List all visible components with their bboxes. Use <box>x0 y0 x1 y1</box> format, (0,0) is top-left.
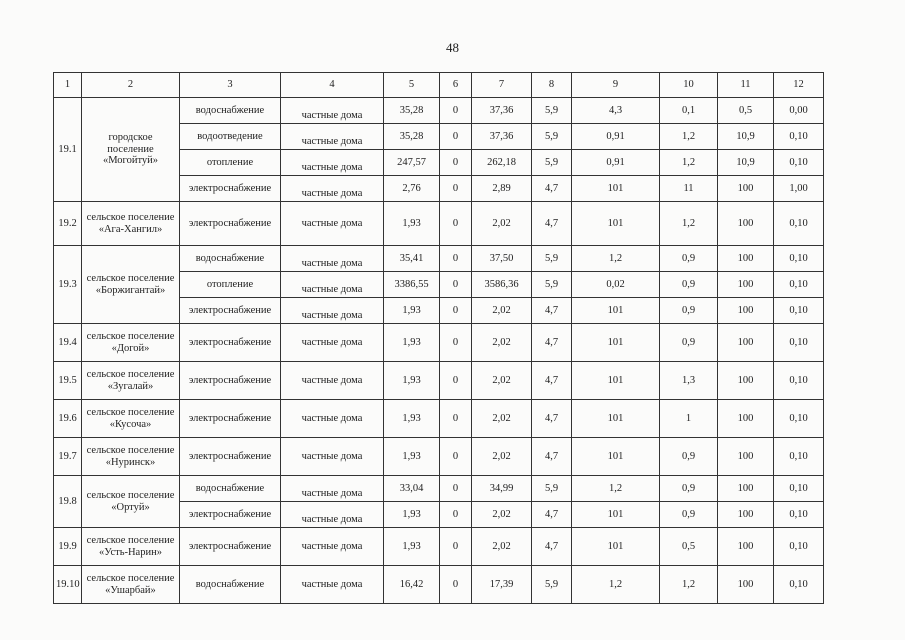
cell-c8: 4,7 <box>532 528 572 566</box>
cell-c12: 0,10 <box>774 202 824 246</box>
cell-service: электроснабжение <box>180 202 281 246</box>
cell-c10: 0,9 <box>660 502 718 528</box>
cell-c11: 100 <box>718 324 774 362</box>
cell-consumer: частные дома <box>281 324 384 362</box>
cell-consumer: частные дома <box>281 362 384 400</box>
cell-c5: 1,93 <box>384 502 440 528</box>
cell-c7: 2,89 <box>472 176 532 202</box>
cell-c9: 101 <box>572 502 660 528</box>
cell-c11: 100 <box>718 400 774 438</box>
settlement-name: сельское поселение «Ага-Хангил» <box>82 202 180 246</box>
cell-c8: 5,9 <box>532 272 572 298</box>
settlement-name: сельское поселение «Ушарбай» <box>82 566 180 604</box>
cell-c6: 0 <box>440 438 472 476</box>
cell-service: электроснабжение <box>180 298 281 324</box>
cell-consumer: частные дома <box>281 202 384 246</box>
row-number: 19.3 <box>54 246 82 324</box>
settlement-name: сельское поселение «Зугалай» <box>82 362 180 400</box>
cell-c12: 0,10 <box>774 400 824 438</box>
cell-c9: 101 <box>572 298 660 324</box>
header-row <box>54 73 824 98</box>
table-row <box>54 246 824 272</box>
cell-c10: 0,9 <box>660 324 718 362</box>
cell-c12: 0,10 <box>774 124 824 150</box>
cell-c11: 0,5 <box>718 98 774 124</box>
cell-service: электроснабжение <box>180 176 281 202</box>
cell-c7: 3586,36 <box>472 272 532 298</box>
cell-c9: 101 <box>572 438 660 476</box>
cell-c12: 0,10 <box>774 246 824 272</box>
cell-consumer: частные дома <box>281 150 384 176</box>
settlement-name: сельское поселение «Кусоча» <box>82 400 180 438</box>
cell-c7: 262,18 <box>472 150 532 176</box>
cell-service: водоотведение <box>180 124 281 150</box>
cell-c10: 1,2 <box>660 202 718 246</box>
column-header: 5 <box>384 73 440 98</box>
cell-c12: 0,10 <box>774 438 824 476</box>
cell-c12: 0,10 <box>774 298 824 324</box>
cell-c6: 0 <box>440 246 472 272</box>
table-row <box>54 400 824 438</box>
cell-c11: 100 <box>718 476 774 502</box>
settlement-name: сельское поселение «Боржигантай» <box>82 246 180 324</box>
cell-c12: 0,10 <box>774 272 824 298</box>
cell-consumer: частные дома <box>281 298 384 324</box>
cell-c10: 0,5 <box>660 528 718 566</box>
cell-c6: 0 <box>440 150 472 176</box>
cell-c12: 0,10 <box>774 476 824 502</box>
cell-c7: 2,02 <box>472 362 532 400</box>
table-row <box>54 362 824 400</box>
cell-c7: 2,02 <box>472 400 532 438</box>
cell-c7: 34,99 <box>472 476 532 502</box>
settlement-name: городское поселение «Могойтуй» <box>82 98 180 202</box>
row-number: 19.9 <box>54 528 82 566</box>
cell-c10: 1,2 <box>660 566 718 604</box>
cell-c5: 35,28 <box>384 98 440 124</box>
row-number: 19.6 <box>54 400 82 438</box>
cell-c6: 0 <box>440 124 472 150</box>
row-number: 19.8 <box>54 476 82 528</box>
cell-c12: 0,10 <box>774 362 824 400</box>
cell-consumer: частные дома <box>281 438 384 476</box>
cell-c10: 1,3 <box>660 362 718 400</box>
cell-c7: 37,50 <box>472 246 532 272</box>
cell-consumer: частные дома <box>281 528 384 566</box>
cell-c7: 37,36 <box>472 124 532 150</box>
cell-c9: 101 <box>572 400 660 438</box>
cell-c12: 0,10 <box>774 150 824 176</box>
table-row <box>54 476 824 502</box>
page-number: 48 <box>446 40 459 55</box>
cell-c12: 0,10 <box>774 502 824 528</box>
cell-c11: 100 <box>718 202 774 246</box>
table-row <box>54 98 824 124</box>
cell-c11: 100 <box>718 362 774 400</box>
cell-consumer: частные дома <box>281 566 384 604</box>
cell-c6: 0 <box>440 502 472 528</box>
cell-c6: 0 <box>440 362 472 400</box>
settlement-name: сельское поселение «Усть-Нарин» <box>82 528 180 566</box>
cell-c8: 4,7 <box>532 176 572 202</box>
cell-c10: 1 <box>660 400 718 438</box>
cell-service: электроснабжение <box>180 528 281 566</box>
cell-c12: 1,00 <box>774 176 824 202</box>
cell-c9: 0,02 <box>572 272 660 298</box>
settlement-name: сельское поселение «Догой» <box>82 324 180 362</box>
cell-c8: 5,9 <box>532 124 572 150</box>
cell-c11: 100 <box>718 502 774 528</box>
cell-c6: 0 <box>440 176 472 202</box>
cell-c9: 101 <box>572 324 660 362</box>
cell-c9: 4,3 <box>572 98 660 124</box>
cell-c9: 1,2 <box>572 566 660 604</box>
cell-c10: 1,2 <box>660 124 718 150</box>
cell-c9: 1,2 <box>572 246 660 272</box>
cell-c8: 4,7 <box>532 438 572 476</box>
cell-c8: 4,7 <box>532 400 572 438</box>
cell-c8: 5,9 <box>532 246 572 272</box>
column-header: 12 <box>774 73 824 98</box>
settlement-name: сельское поселение «Нуринск» <box>82 438 180 476</box>
cell-c5: 2,76 <box>384 176 440 202</box>
table-row <box>54 566 824 604</box>
cell-c11: 100 <box>718 438 774 476</box>
cell-c7: 2,02 <box>472 202 532 246</box>
cell-c12: 0,10 <box>774 528 824 566</box>
cell-c11: 100 <box>718 566 774 604</box>
cell-c8: 4,7 <box>532 202 572 246</box>
cell-service: электроснабжение <box>180 502 281 528</box>
column-header: 2 <box>82 73 180 98</box>
cell-c11: 10,9 <box>718 150 774 176</box>
cell-service: электроснабжение <box>180 400 281 438</box>
cell-c12: 0,10 <box>774 566 824 604</box>
table-body <box>54 73 824 604</box>
cell-c9: 101 <box>572 202 660 246</box>
cell-c5: 16,42 <box>384 566 440 604</box>
cell-c10: 11 <box>660 176 718 202</box>
cell-c5: 33,04 <box>384 476 440 502</box>
cell-c5: 35,28 <box>384 124 440 150</box>
cell-c7: 2,02 <box>472 528 532 566</box>
cell-c10: 0,9 <box>660 438 718 476</box>
cell-c7: 2,02 <box>472 324 532 362</box>
cell-c6: 0 <box>440 324 472 362</box>
cell-c9: 101 <box>572 176 660 202</box>
cell-c6: 0 <box>440 298 472 324</box>
cell-c11: 100 <box>718 272 774 298</box>
table-row <box>54 438 824 476</box>
cell-consumer: частные дома <box>281 124 384 150</box>
cell-c8: 4,7 <box>532 362 572 400</box>
cell-c10: 0,1 <box>660 98 718 124</box>
row-number: 19.7 <box>54 438 82 476</box>
cell-c5: 1,93 <box>384 528 440 566</box>
cell-c8: 5,9 <box>532 98 572 124</box>
cell-c5: 35,41 <box>384 246 440 272</box>
cell-c6: 0 <box>440 202 472 246</box>
row-number: 19.1 <box>54 98 82 202</box>
cell-c8: 5,9 <box>532 476 572 502</box>
column-header: 8 <box>532 73 572 98</box>
table-row <box>54 324 824 362</box>
cell-c5: 1,93 <box>384 298 440 324</box>
cell-service: электроснабжение <box>180 362 281 400</box>
cell-c10: 0,9 <box>660 298 718 324</box>
cell-c9: 1,2 <box>572 476 660 502</box>
row-number: 19.10 <box>54 566 82 604</box>
column-header: 7 <box>472 73 532 98</box>
cell-consumer: частные дома <box>281 476 384 502</box>
cell-c10: 0,9 <box>660 272 718 298</box>
cell-c10: 0,9 <box>660 476 718 502</box>
column-header: 4 <box>281 73 384 98</box>
cell-c5: 1,93 <box>384 202 440 246</box>
cell-c5: 3386,55 <box>384 272 440 298</box>
cell-c5: 1,93 <box>384 324 440 362</box>
cell-c8: 4,7 <box>532 324 572 362</box>
cell-c6: 0 <box>440 476 472 502</box>
cell-consumer: частные дома <box>281 176 384 202</box>
cell-service: водоснабжение <box>180 476 281 502</box>
cell-service: водоснабжение <box>180 98 281 124</box>
cell-c8: 5,9 <box>532 150 572 176</box>
cell-c9: 101 <box>572 528 660 566</box>
cell-service: водоснабжение <box>180 566 281 604</box>
tariff-table <box>53 72 824 604</box>
cell-c6: 0 <box>440 98 472 124</box>
cell-c7: 2,02 <box>472 438 532 476</box>
cell-c12: 0,00 <box>774 98 824 124</box>
cell-c11: 100 <box>718 528 774 566</box>
cell-c7: 17,39 <box>472 566 532 604</box>
table-row <box>54 202 824 246</box>
cell-c12: 0,10 <box>774 324 824 362</box>
cell-c7: 2,02 <box>472 502 532 528</box>
row-number: 19.4 <box>54 324 82 362</box>
cell-service: отопление <box>180 150 281 176</box>
cell-consumer: частные дома <box>281 272 384 298</box>
column-header: 10 <box>660 73 718 98</box>
cell-c6: 0 <box>440 566 472 604</box>
table-row <box>54 528 824 566</box>
cell-c9: 0,91 <box>572 124 660 150</box>
cell-c7: 37,36 <box>472 98 532 124</box>
cell-c10: 1,2 <box>660 150 718 176</box>
cell-c8: 5,9 <box>532 566 572 604</box>
cell-c5: 1,93 <box>384 400 440 438</box>
row-number: 19.2 <box>54 202 82 246</box>
column-header: 11 <box>718 73 774 98</box>
row-number: 19.5 <box>54 362 82 400</box>
cell-c11: 100 <box>718 246 774 272</box>
settlement-name: сельское поселение «Ортуй» <box>82 476 180 528</box>
cell-c6: 0 <box>440 528 472 566</box>
cell-c11: 100 <box>718 176 774 202</box>
cell-c8: 4,7 <box>532 298 572 324</box>
cell-consumer: частные дома <box>281 246 384 272</box>
cell-service: электроснабжение <box>180 324 281 362</box>
cell-service: водоснабжение <box>180 246 281 272</box>
cell-c10: 0,9 <box>660 246 718 272</box>
cell-c5: 1,93 <box>384 362 440 400</box>
column-header: 3 <box>180 73 281 98</box>
cell-service: электроснабжение <box>180 438 281 476</box>
cell-service: отопление <box>180 272 281 298</box>
cell-consumer: частные дома <box>281 98 384 124</box>
cell-c11: 100 <box>718 298 774 324</box>
cell-c9: 101 <box>572 362 660 400</box>
cell-c9: 0,91 <box>572 150 660 176</box>
cell-consumer: частные дома <box>281 400 384 438</box>
cell-c8: 4,7 <box>532 502 572 528</box>
cell-c5: 247,57 <box>384 150 440 176</box>
column-header: 6 <box>440 73 472 98</box>
cell-c11: 10,9 <box>718 124 774 150</box>
cell-c6: 0 <box>440 400 472 438</box>
cell-c6: 0 <box>440 272 472 298</box>
cell-consumer: частные дома <box>281 502 384 528</box>
cell-c7: 2,02 <box>472 298 532 324</box>
cell-c5: 1,93 <box>384 438 440 476</box>
column-header: 9 <box>572 73 660 98</box>
column-header: 1 <box>54 73 82 98</box>
